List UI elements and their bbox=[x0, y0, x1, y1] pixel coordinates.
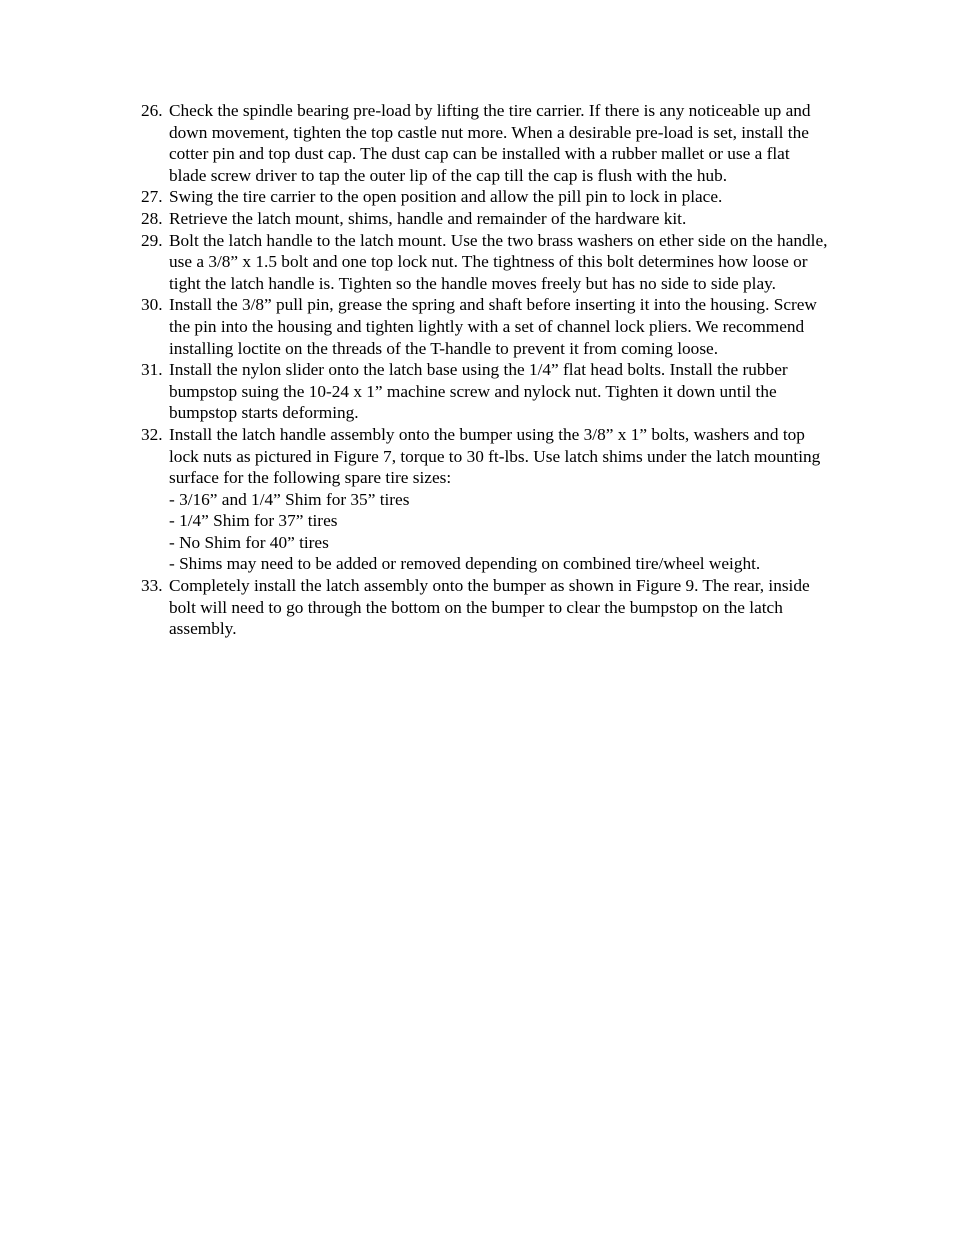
step-number: 27. bbox=[141, 187, 163, 207]
step-text: Install the latch handle assembly onto the bumper using the 3/8” x 1” bolts, washers and top lock nuts as pictured in Figure 7, torque to 30 ft-lbs. Use latch shims under the latch mounting surface for the following spare tire sizes: bbox=[169, 424, 821, 488]
shim-size-line: - 1/4” Shim for 37” tires bbox=[169, 511, 338, 531]
step-number: 29. bbox=[141, 230, 163, 250]
instruction-list bbox=[141, 100, 831, 640]
step-text: Install the nylon slider onto the latch base using the 1/4” flat head bolts. Install the rubber bumpstop suing the 10-24 x 1” machine screw and nylock nut. Tighten it down until the bumpstop starts deforming. bbox=[169, 360, 788, 423]
step-30 bbox=[141, 294, 831, 359]
shim-size-line: - Shims may need to be added or removed depending on combined tire/wheel weight. bbox=[169, 554, 761, 574]
step-text: Bolt the latch handle to the latch mount. Use the two brass washers on ether side on the handle, use a 3/8” x 1.5 bolt and one top lock nut. The tightness of this bolt determines how loose or tight the latch handle is. Tighten so the handle moves freely but has no side to side play. bbox=[169, 230, 828, 293]
step-number: 28. bbox=[141, 208, 163, 228]
step-number: 32. bbox=[141, 424, 163, 444]
step-number: 26. bbox=[141, 101, 163, 120]
step-number: 33. bbox=[141, 576, 163, 596]
shim-size-line: - No Shim for 40” tires bbox=[169, 532, 329, 552]
step-31 bbox=[141, 359, 831, 424]
step-text: Install the 3/8” pull pin, grease the spring and shaft before inserting it into the housing. Screw the pin into the housing and tighten lightly with a set of channel lock pliers. We recommend installing loctite on the threads of the T-handle to prevent it from coming loose. bbox=[169, 295, 817, 358]
step-28 bbox=[141, 208, 831, 230]
step-text: Swing the tire carrier to the open position and allow the pill pin to lock in place. bbox=[169, 187, 723, 207]
step-26 bbox=[141, 100, 831, 186]
step-27 bbox=[141, 186, 831, 208]
step-32 bbox=[141, 424, 831, 575]
step-number: 30. bbox=[141, 295, 163, 315]
step-29 bbox=[141, 230, 831, 295]
step-number: 31. bbox=[141, 360, 163, 380]
step-33 bbox=[141, 575, 831, 640]
step-text: Check the spindle bearing pre-load by lifting the tire carrier. If there is any noticeable up and down movement, tighten the top castle nut more. When a desirable pre-load is set, install the cotter pin and top dust cap. The dust cap can be installed with a rubber mallet or use a flat blade screw driver to tap the outer lip of the cap till the cap is flush with the hub. bbox=[169, 101, 811, 185]
step-text: Completely install the latch assembly onto the bumper as shown in Figure 9. The rear, inside bolt will need to go through the bottom on the bumper to clear the bumpstop on the latch assembly. bbox=[169, 576, 810, 639]
shim-size-line: - 3/16” and 1/4” Shim for 35” tires bbox=[169, 489, 410, 509]
step-text: Retrieve the latch mount, shims, handle and remainder of the hardware kit. bbox=[169, 208, 687, 228]
